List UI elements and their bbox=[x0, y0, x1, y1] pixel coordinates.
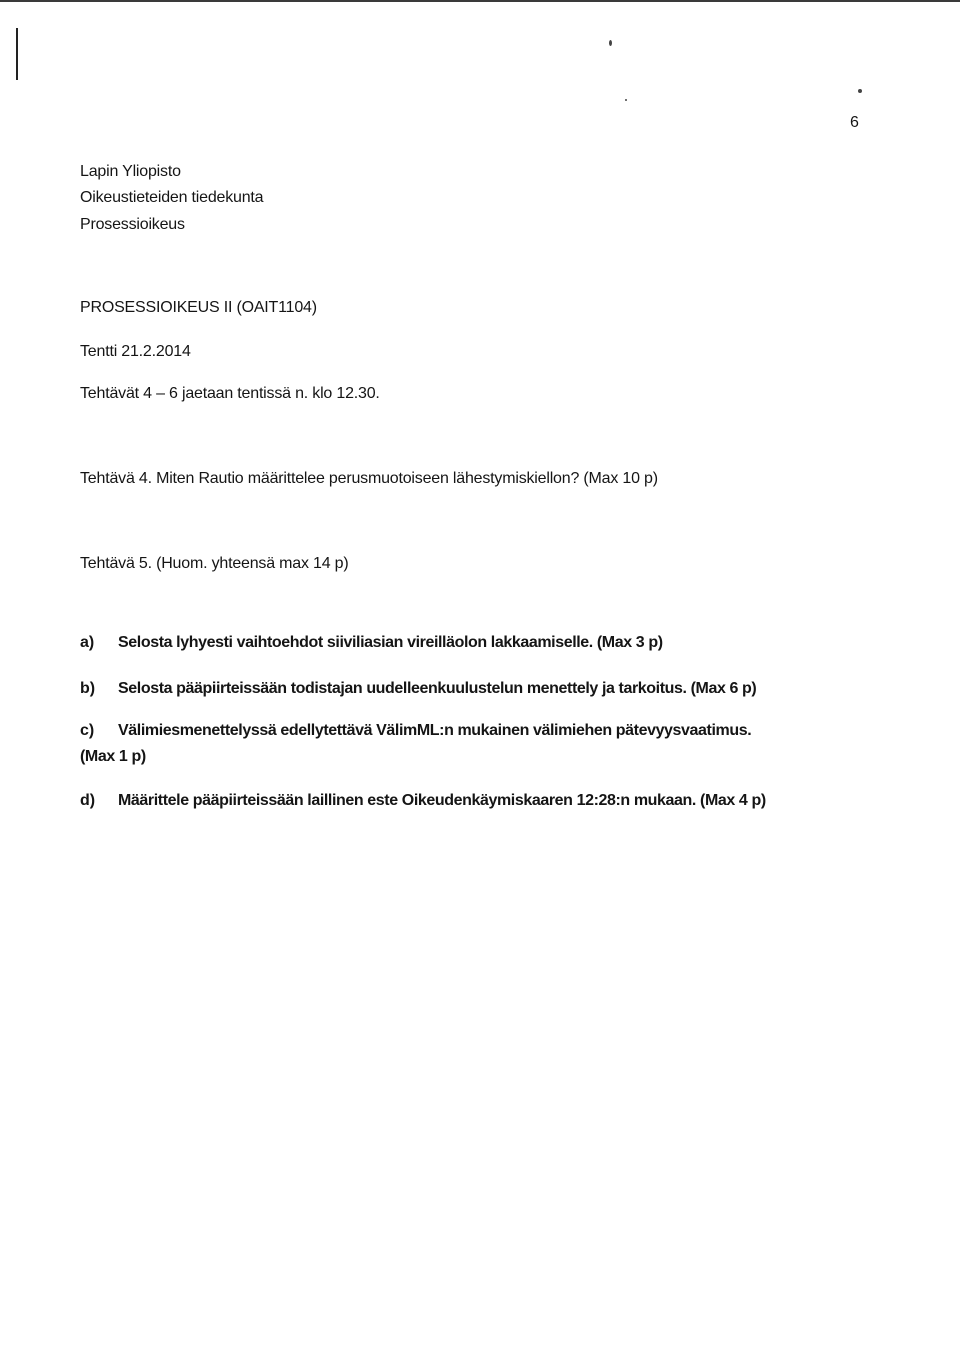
page-number: 6 bbox=[850, 114, 859, 131]
item-c-text: Välimiesmenettelyssä edellytettävä VälimML:n mukainen välimiehen pätevyysvaatimus. bbox=[118, 722, 752, 739]
item-a-label: a) bbox=[80, 634, 95, 651]
scan-edge-line bbox=[0, 0, 960, 2]
item-b-label: b) bbox=[80, 680, 96, 697]
item-d-text: Määrittele pääpiirteissään laillinen este Oikeudenkäymiskaaren 12:28:n mukaan. (Max 4 p) bbox=[118, 792, 766, 809]
scan-speck bbox=[609, 40, 612, 46]
item-c-label: c) bbox=[80, 722, 95, 739]
exam-note: Tehtävät 4 – 6 jaetaan tentissä n. klo 12.30. bbox=[80, 385, 380, 402]
scan-speck bbox=[858, 89, 862, 93]
university-name: Lapin Yliopisto bbox=[80, 163, 181, 180]
item-a-text: Selosta lyhyesti vaihtoehdot siiviliasian vireilläolon lakkaamiselle. (Max 3 p) bbox=[118, 634, 663, 651]
scan-margin-mark bbox=[16, 28, 18, 80]
item-c-text-continued: (Max 1 p) bbox=[80, 748, 146, 765]
task-4: Tehtävä 4. Miten Rautio määrittelee perusmuotoiseen lähestymiskiellon? (Max 10 p) bbox=[80, 470, 658, 487]
item-b-text: Selosta pääpiirteissään todistajan uudelleenkuulustelun menettely ja tarkoitus. (Max 6 p) bbox=[118, 680, 757, 697]
course-title: PROSESSIOIKEUS II (OAIT1104) bbox=[80, 299, 317, 316]
subject-name: Prosessioikeus bbox=[80, 216, 185, 233]
item-d-label: d) bbox=[80, 792, 96, 809]
exam-date: Tentti 21.2.2014 bbox=[80, 343, 191, 360]
scan-speck bbox=[625, 99, 627, 101]
task-5: Tehtävä 5. (Huom. yhteensä max 14 p) bbox=[80, 555, 349, 572]
faculty-name: Oikeustieteiden tiedekunta bbox=[80, 189, 264, 206]
